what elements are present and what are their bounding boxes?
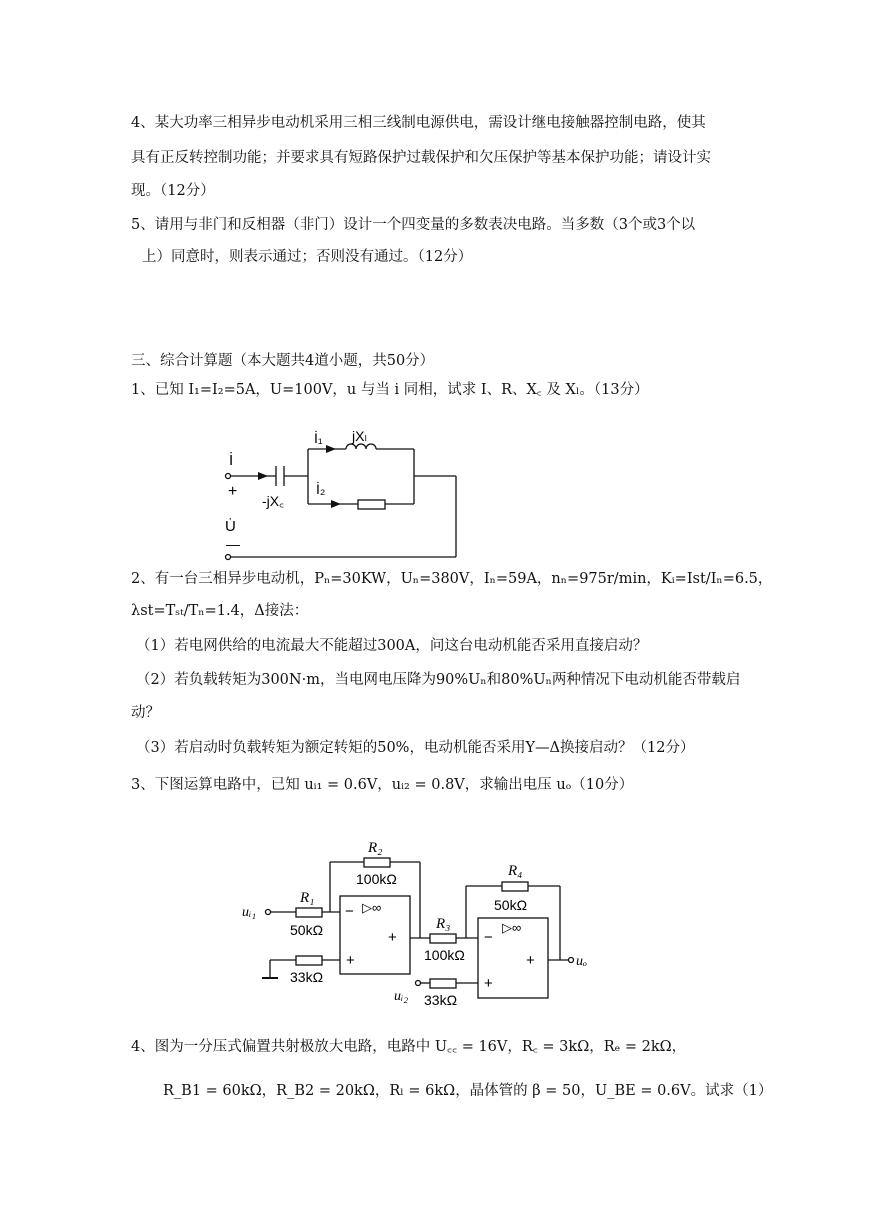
section-3-heading: 三、综合计算题（本大题共4道小题，共50分） [131,353,435,369]
calc-2-part-2b: 动？ [131,705,160,721]
current-i-label: İ [229,452,234,469]
q4-line-1: 4、某大功率三相异步电动机采用三相三线制电源供电，需设计继电接触器控制电路，使其 [131,115,706,131]
r3-label: R₃ [436,916,451,932]
calc-3: 3、下图运算电路中，已知 uᵢ₁ = 0.6V，uᵢ₂ = 0.8V，求输出电压 uₒ（10分） [131,777,634,793]
r1-value: 50kΩ [290,922,324,938]
opamp1-plus-out: + [388,929,397,946]
inductor-label: jXₗ [352,428,367,444]
ui2-label: uᵢ₂ [394,989,409,1004]
r4-value: 50kΩ [494,897,528,913]
uo-label: uₒ [576,954,587,969]
current-i1-label: İ₁ [314,430,323,446]
calc-2-part-1: （1）若电网供给的电流最大不能超过300A，问这台电动机能否采用直接启动？ [136,638,648,654]
current-i2-label: İ₂ [316,481,326,497]
r33b-value: 33kΩ [424,992,458,1008]
calc-4-line-2: R_B1 = 60kΩ，R_B2 = 20kΩ，Rₗ = 6kΩ，晶体管的 β = 50，U_BE = 0.6V。试求（1） [163,1083,773,1099]
plus-sign: + [228,483,238,500]
q4-line-3: 现。（12分） [131,183,215,199]
opamp2-symbol: ▷∞ [502,920,522,935]
opamp2-plus-out: + [526,952,535,969]
calc-2-line-2: λst=Tₛₜ/Tₙ=1.4，Δ接法： [131,603,309,619]
q5-line-1: 5、请用与非门和反相器（非门）设计一个四变量的多数表决电路。当多数（3个或3个以 [131,217,696,233]
opamp1-plus-in: + [346,952,355,969]
q4-line-2: 具有正反转控制功能；并要求具有短路保护过载保护和欠压保护等基本保护功能；请设计实 [131,150,711,166]
ui1-label: uᵢ₁ [242,905,257,920]
opamp1-minus: − [345,903,354,920]
capacitor-label: -jX꜀ [262,493,284,509]
r1-label: R₁ [300,890,315,906]
q5-line-2: 上）同意时，则表示通过；否则没有通过。（12分） [142,249,473,265]
r33a-value: 33kΩ [290,969,324,985]
r4-label: R₄ [508,863,523,879]
r2-label: R₂ [368,840,383,856]
r3-value: 100kΩ [424,947,465,963]
calc-1: 1、已知 I₁=I₂=5A，U=100V，u 与当 i 同相，试求 I、R、X꜀ 及 Xₗ。（13分） [131,382,649,398]
opamp1-symbol: ▷∞ [362,900,382,915]
opamp2-minus: − [484,929,493,946]
minus-sign: — [226,536,240,552]
r2-value: 100kΩ [356,871,397,887]
calc-2-part-2a: （2）若负载转矩为300N·m，当电网电压降为90%Uₙ和80%Uₙ两种情况下电动机能否带载启 [136,672,741,688]
voltage-u-label: U̇ [225,518,236,535]
calc-2-line-1: 2、有一台三相异步电动机，Pₙ=30KW，Uₙ=380V，Iₙ=59A，nₙ=975r/min，Kᵢ=Ist/Iₙ=6.5， [131,571,773,587]
calc-4-line-1: 4、图为一分压式偏置共射极放大电路，电路中 U꜀꜀ = 16V，R꜀ = 3kΩ，Rₑ = 2kΩ， [131,1039,687,1055]
calc-2-part-3: （3）若启动时负载转矩为额定转矩的50%，电动机能否采用Y—Δ换接启动？（12分） [136,740,695,756]
opamp2-plus-in: + [484,975,493,992]
